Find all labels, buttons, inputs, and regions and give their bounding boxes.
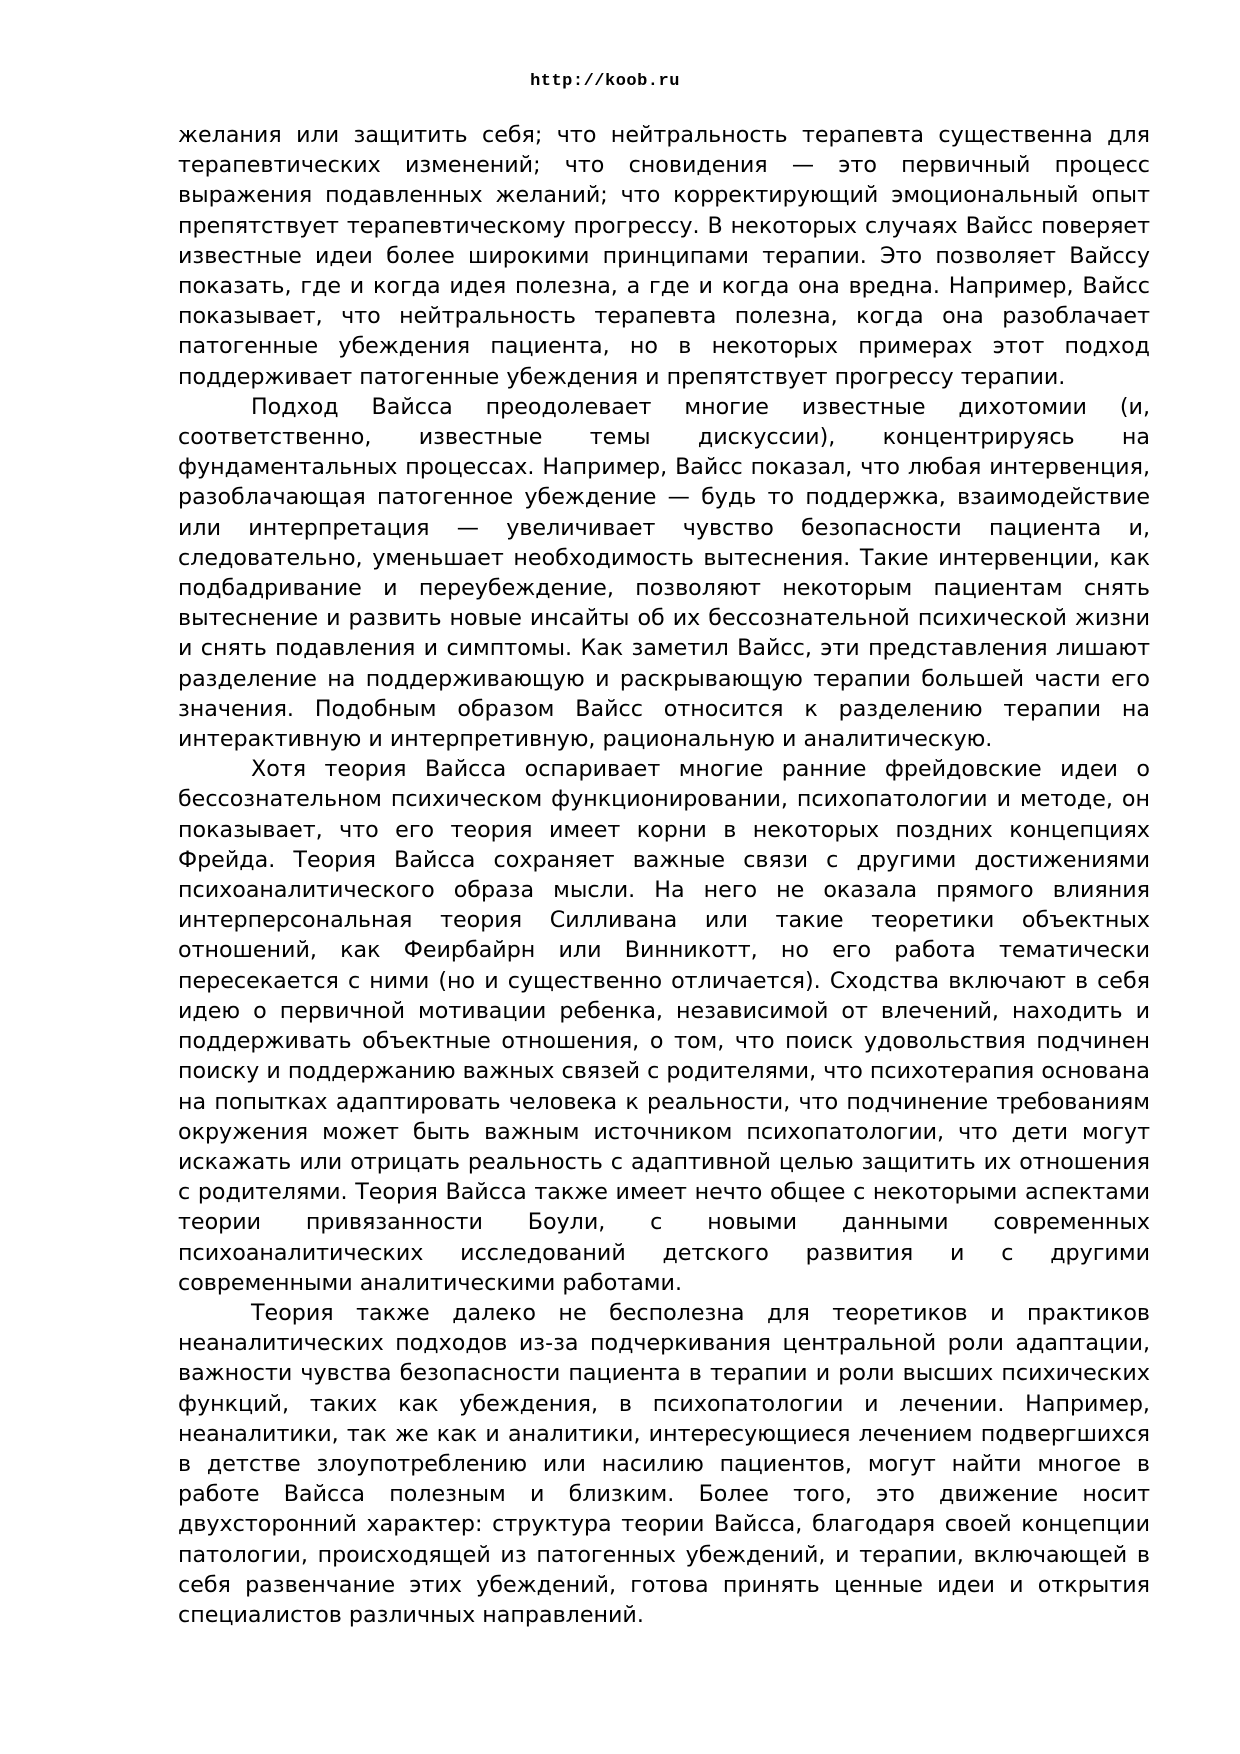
document-body [178,120,1150,1630]
paragraph: Подход Вайсса преодолевает многие известные дихотомии (и, соответственно, известные темы дискуссии), концентрируясь на фундаментальных процессах. Например, Вайсс показал, что любая интервенция, разоблачающая патогенное убеждение — будь то поддержка, взаимодействие или интерпретация — увеличивает чувство безопасности пациента и, следовательно, уменьшает необходимость вытеснения. Такие интервенции, как подбадривание и переубеждение, позволяют некоторым пациентам снять вытеснение и развить новые инсайты об их бессознательной психической жизни и снять подавления и симптомы. Как заметил Вайсс, эти представления лишают разделение на поддерживающую и раскрывающую терапии большей части его значения. Подобным образом Вайсс относится к разделению терапии на интерактивную и интерпретивную, рациональную и аналитическую. [178,393,1150,753]
page-header-url: http://koob.ru [530,72,680,91]
paragraph: Теория также далеко не бесполезна для теоретиков и практиков неаналитических подходов из-за подчеркивания центральной роли адаптации, важности чувства безопасности пациента в терапии и роли высших психических функций, таких как убеждения, в психопатологии и лечении. Например, неаналитики, так же как и аналитики, интересующиеся лечением подвергшихся в детстве злоупотреблению или насилию пациентов, могут найти многое в работе Вайсса полезным и близким. Более того, это движение носит двухсторонний характер: структура теории Вайсса, благодаря своей концепции патологии, происходящей из патогенных убеждений, и терапии, включающей в себя развенчание этих убеждений, готова принять ценные идеи и открытия специалистов различных направлений. [178,1299,1150,1628]
paragraph: желания или защитить себя; что нейтральность терапевта существенна для терапевтических изменений; что сновидения — это первичный процесс выражения подавленных желаний; что корректирующий эмоциональный опыт препятствует терапевтическому прогрессу. В некоторых случаях Вайсс поверяет известные идеи более широкими принципами терапии. Это позволяет Вайссу показать, где и когда идея полезна, а где и когда она вредна. Например, Вайсс показывает, что нейтральность терапевта полезна, когда она разоблачает патогенные убеждения пациента, но в некоторых примерах этот подход поддерживает патогенные убеждения и препятствует прогрессу терапии. [178,122,1150,390]
paragraph: Хотя теория Вайсса оспаривает многие ранние фрейдовские идеи о бессознательном психическом функционировании, психопатологии и методе, он показывает, что его теория имеет корни в некоторых поздних концепциях Фрейда. Теория Вайсса сохраняет важные связи с другими достижениями психоаналитического образа мысли. На него не оказала прямого влияния интерперсональная теория Силливана или такие теоретики объектных отношений, как Феирбайрн или Винникотт, но его работа тематически пересекается с ними (но и существенно отличается). Сходства включают в себя идею о первичной мотивации ребенка, независимой от влечений, находить и поддерживать объектные отношения, о том, что поиск удовольствия подчинен поиску и поддержанию важных связей с родителями, что психотерапия основана на попытках адаптировать человека к реальности, что подчинение требованиям окружения может быть важным источником психопатологии, что дети могут искажать или отрицать реальность с адаптивной целью защитить их отношения с родителями. Теория Вайсса также имеет нечто общее с некоторыми аспектами теории привязанности Боули, с новыми данными современных психоаналитических исследований детского развития и с другими современными аналитическими работами. [178,756,1150,1296]
